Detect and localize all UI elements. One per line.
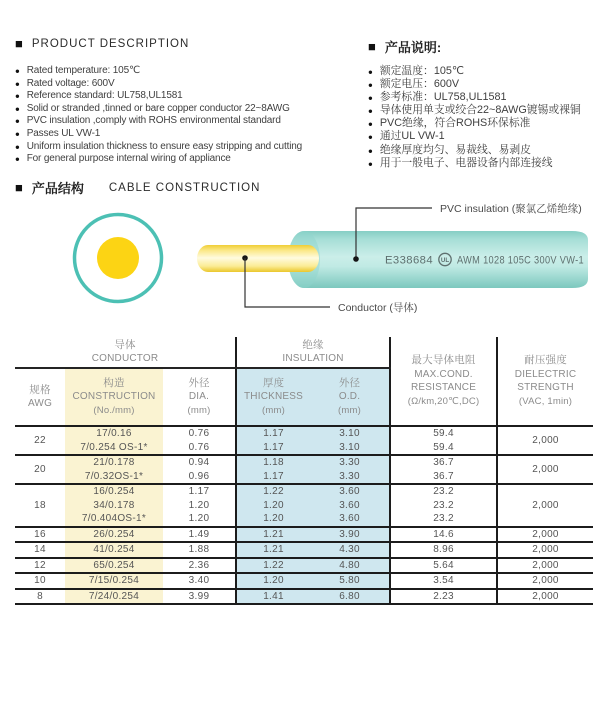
cell-resistance: 2.23 [390,589,497,605]
cell-dia: 2.36 [163,558,236,574]
cell-dia: 3.40 [163,573,236,589]
bullet-icon: ● [368,106,373,116]
cell-od: 5.80 [310,573,390,589]
cell-strength: 2,000 [532,434,559,446]
cell-awg: 8 [37,590,43,602]
cell-construction: 26/0.254 [65,527,163,543]
cell-resistance: 3.54 [390,573,497,589]
cable-cross-section-icon [75,215,162,302]
section-square-icon: ■ [368,39,376,54]
bullet-icon: ● [368,93,373,103]
list-item-text: 通过UL VW-1 [379,130,445,143]
group-header-conductor: 导体 CONDUCTOR [15,337,236,368]
cell-awg: 22 [34,434,46,446]
list-item-text: Rated voltage: 600V [26,77,115,89]
print-ul-file-number: E338684 [385,254,433,267]
cell-resistance: 5.64 [390,558,497,574]
cell-awg: 12 [34,559,46,571]
table-row [15,573,593,589]
product-desc-cn-item [368,157,598,170]
cell-awg: 14 [34,544,46,555]
list-item-text: Solid or stranded ,tinned or bare copper conductor 22~8AWG [26,102,290,114]
column-header-thickness: 厚度 THICKNESS (mm) [236,368,310,426]
cell-resistance: 23.2 23.2 23.2 [390,484,497,527]
cell-thickness: 1.18 1.17 [236,455,310,484]
list-item-text: 参考标准：UL758,UL1581 [379,91,507,104]
list-item-text: Uniform insulation thickness to ensure easy stripping and cutting [26,140,303,152]
bullet-icon: ● [368,132,373,142]
bullet-icon: ● [15,104,20,114]
list-item-text: 绝缘厚度均匀、易裁线、易剥皮 [379,143,531,156]
cell-od: 4.80 [310,558,390,574]
cell-resistance: 8.96 [390,542,497,558]
section-square-icon: ■ [15,180,23,195]
cell-od: 6.80 [310,589,390,605]
product-desc-cn-item [368,91,598,104]
cell-thickness: 1.22 [236,558,310,574]
print-rating-text: AWM 1028 105C 300V VW-1 [457,254,584,267]
cell-od: 3.60 3.60 3.60 [310,484,390,527]
bullet-icon: ● [15,142,20,152]
callout-dot [353,256,359,262]
bullet-icon: ● [15,154,20,164]
table-row [15,527,593,543]
cell-construction: 7/15/0.254 [65,573,163,589]
product-desc-cn-item [368,130,598,143]
cell-construction: 7/24/0.254 [65,589,163,605]
product-description-cn-list [368,65,598,170]
product-desc-item [15,153,360,166]
cell-awg: 18 [34,499,46,511]
cable-diagram [0,195,603,337]
insulation-label: PVC insulation (聚氯乙烯绝缘) [440,203,582,215]
cable-conductor [197,245,319,272]
spec-table [15,337,593,605]
bullet-icon: ● [15,129,20,139]
cell-od: 3.10 3.10 [310,426,390,455]
column-header-awg: 规格 AWG [27,383,53,409]
bullet-icon: ● [15,79,20,89]
product-desc-item [15,103,360,116]
column-header-dielectric-strength: 耐压强度 DIELECTRIC STRENGTH (VAC, 1min) [514,354,577,407]
product-desc-cn-item [368,117,598,130]
cell-od: 3.30 3.30 [310,455,390,484]
cell-dia: 0.76 0.76 [163,426,236,455]
cell-od: 4.30 [310,542,390,558]
list-item-text: PVC绝缘，符合ROHS环保标准 [379,117,531,130]
product-description-title: PRODUCT DESCRIPTION [31,37,190,50]
table-row [15,558,593,574]
cell-dia: 1.49 [163,527,236,543]
list-item-text: 额定温度：105℃ [379,65,464,77]
cell-awg: 10 [34,575,46,586]
cell-awg: 16 [34,528,46,540]
cell-strength: 2,000 [532,559,559,571]
bullet-icon: ● [368,119,373,129]
table-row [15,426,593,455]
cross-section-conductor-core [97,237,139,279]
product-desc-cn-item [368,65,598,78]
cell-resistance: 14.6 [390,527,497,543]
product-desc-item [15,90,360,103]
cell-strength: 2,000 [532,544,559,555]
svg-text:UL: UL [440,257,450,264]
cell-construction: 65/0.254 [65,558,163,574]
list-item-text: For general purpose internal wiring of appliance [26,153,231,165]
bullet-icon: ● [368,146,373,156]
conductor-label: Conductor (导体) [338,302,418,314]
bullet-icon: ● [368,80,373,90]
list-item-text: PVC insulation ,comply with ROHS environmental standard [26,115,281,127]
cell-thickness: 1.21 [236,542,310,558]
cell-strength: 2,000 [532,463,559,475]
product-desc-cn-item [368,78,598,91]
cell-resistance: 59.4 59.4 [390,426,497,455]
column-header-resistance: 最大导体电阻 MAX.COND. RESISTANCE (Ω/km,20℃,DC) [390,337,497,426]
column-header-construction: 构造 CONSTRUCTION (No./mm) [65,368,163,426]
bullet-icon: ● [15,116,20,126]
list-item-text: Reference standard: UL758,UL1581 [26,90,183,102]
product-desc-item [15,141,360,154]
product-description-cn-title: 产品说明: [384,40,442,55]
group-header-insulation: 绝缘 INSULATION [236,337,390,368]
cell-thickness: 1.17 1.17 [236,426,310,455]
bullet-icon: ● [15,91,20,101]
cell-strength: 2,000 [532,499,559,511]
bullet-icon: ● [368,159,373,169]
cell-construction: 41/0.254 [65,542,163,558]
cell-thickness: 1.41 [236,589,310,605]
product-desc-cn-item [368,144,598,157]
bullet-icon: ● [15,66,20,76]
cell-construction: 16/0.254 34/0.178 7/0.404OS-1* [65,484,163,527]
table-row [15,542,593,558]
cell-thickness: 1.21 [236,527,310,543]
column-header-od: 外径 O.D. (mm) [310,368,390,426]
cell-resistance: 36.7 36.7 [390,455,497,484]
cell-strength: 2,000 [532,575,559,586]
section-square-icon: ■ [15,36,23,51]
cable-construction-title-cn: 产品结构 [31,181,84,196]
cell-od: 3.90 [310,527,390,543]
table-row [15,455,593,484]
cell-strength: 2,000 [532,590,559,602]
product-desc-cn-item [368,104,598,117]
product-description-header [15,37,189,50]
list-item-text: Passes UL VW-1 [26,127,101,139]
cell-thickness: 1.22 1.20 1.20 [236,484,310,527]
product-desc-item [15,128,360,141]
cell-dia: 0.94 0.96 [163,455,236,484]
jacket-print-legend [385,253,584,266]
table-row [15,484,593,527]
table-row [15,589,593,605]
cell-thickness: 1.20 [236,573,310,589]
cell-dia: 1.17 1.20 1.20 [163,484,236,527]
product-description-cn-header [368,37,441,56]
column-header-dia: 外径 DIA. (mm) [163,368,236,426]
cell-construction: 17/0.16 7/0.254 OS-1* [65,426,163,455]
product-desc-item [15,65,360,78]
product-description-list [15,65,360,166]
cell-awg: 20 [34,463,46,475]
product-desc-item [15,115,360,128]
cell-construction: 21/0.178 7/0.32OS-1* [65,455,163,484]
list-item-text: Rated temperature: 105℃ [26,65,141,76]
list-item-text: 导体使用单支或绞合22~8AWG镀锡或裸铜 [379,104,581,117]
cell-dia: 1.88 [163,542,236,558]
bullet-icon: ● [368,67,373,77]
cable-construction-title-en: CABLE CONSTRUCTION [108,181,261,194]
list-item-text: 额定电压：600V [379,78,460,91]
spec-table-body [15,426,593,604]
cell-dia: 3.99 [163,589,236,605]
cell-strength: 2,000 [532,528,559,540]
list-item-text: 用于一般电子、电器设备内部连接线 [379,156,553,169]
product-desc-item [15,78,360,91]
